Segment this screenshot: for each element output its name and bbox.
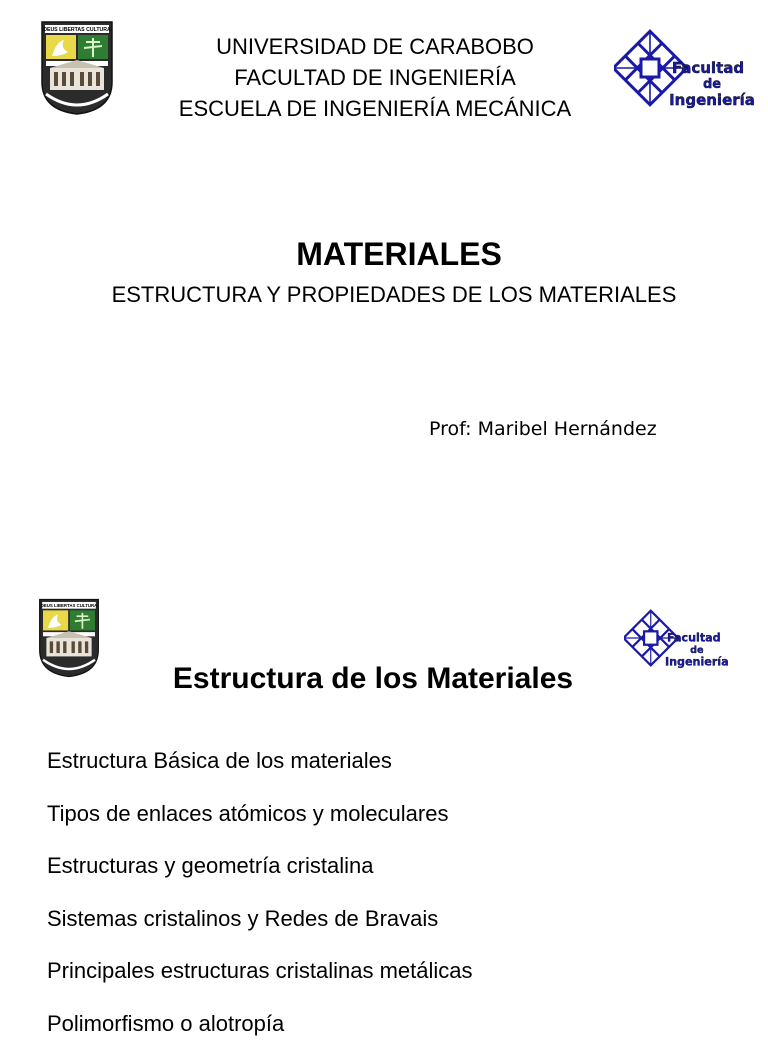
course-title: MATERIALES bbox=[0, 232, 768, 276]
course-subtitle: ESTRUCTURA Y PROPIEDADES DE LOS MATERIALES bbox=[0, 280, 768, 310]
topic-item: Tipos de enlaces atómicos y moleculares bbox=[47, 788, 473, 841]
slide-title: Estructura de los Materiales bbox=[120, 658, 626, 700]
faculty-of-engineering-logo-icon bbox=[614, 28, 754, 116]
university-seal-icon bbox=[40, 20, 114, 116]
topic-item: Sistemas cristalinos y Redes de Bravais bbox=[47, 893, 473, 946]
topic-list bbox=[47, 735, 473, 1050]
topic-item: Estructuras y geometría cristalina bbox=[47, 840, 473, 893]
university-seal-icon bbox=[38, 597, 100, 679]
faculty-name: FACULTAD DE INGENIERÍA bbox=[120, 62, 630, 94]
school-name: ESCUELA DE INGENIERÍA MECÁNICA bbox=[120, 93, 630, 125]
topic-item: Polimorfismo o alotropía bbox=[47, 998, 473, 1050]
professor-name: Prof: Maribel Hernández bbox=[429, 414, 657, 444]
topic-item: Estructura Básica de los materiales bbox=[47, 735, 473, 788]
faculty-of-engineering-logo-icon bbox=[624, 602, 728, 680]
topic-item: Principales estructuras cristalinas metálicas bbox=[47, 945, 473, 998]
university-name: UNIVERSIDAD DE CARABOBO bbox=[120, 31, 630, 63]
